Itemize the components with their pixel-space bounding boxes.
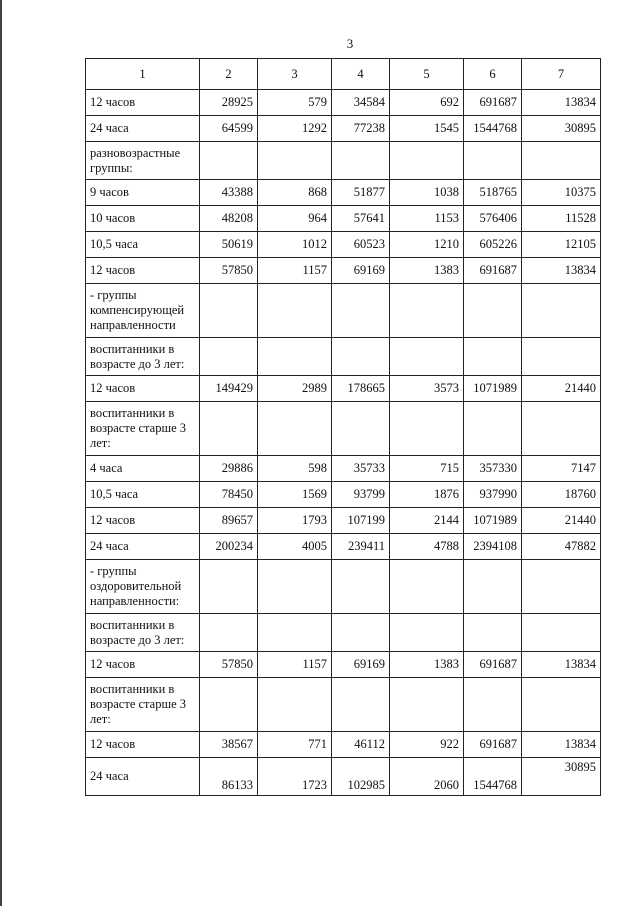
table-cell: 1544768 [464,116,522,142]
table-cell: 357330 [464,456,522,482]
row-label: 12 часов [86,652,200,678]
table-cell [200,678,258,732]
table-cell: 771 [258,732,332,758]
table-cell [522,338,601,376]
column-header: 7 [522,59,601,90]
table-cell: 34584 [332,90,390,116]
table-cell: 69169 [332,652,390,678]
table-cell: 576406 [464,206,522,232]
table-cell [522,560,601,614]
table-cell: 13834 [522,732,601,758]
table-cell [258,402,332,456]
table-cell [464,560,522,614]
table-cell: 1876 [390,482,464,508]
table-row [86,614,601,652]
table-cell [390,678,464,732]
page-number: 3 [346,36,354,51]
table-cell: 57850 [200,258,258,284]
table-cell [522,614,601,652]
table-cell: 48208 [200,206,258,232]
column-header: 6 [464,59,522,90]
column-header: 5 [390,59,464,90]
table-cell [332,142,390,180]
table-row [86,116,601,142]
row-label: воспитанники в возрасте старше 3 лет: [86,678,200,732]
table-row [86,258,601,284]
table-cell: 30895 [522,116,601,142]
table-cell: 178665 [332,376,390,402]
table-cell: 30895 [522,758,601,796]
row-label: 24 часа [86,758,200,796]
table-cell: 13834 [522,258,601,284]
table-row [86,402,601,456]
table-cell: 51877 [332,180,390,206]
row-label: 12 часов [86,376,200,402]
table-cell: 57850 [200,652,258,678]
row-label: воспитанники в возрасте до 3 лет: [86,614,200,652]
header-row [86,59,601,90]
table-row [86,206,601,232]
table-cell [522,284,601,338]
row-label: 12 часов [86,258,200,284]
table-cell [332,614,390,652]
table-cell: 89657 [200,508,258,534]
row-label: - группы компенсирующей направленности [86,284,200,338]
table-row [86,180,601,206]
table-cell: 2989 [258,376,332,402]
table-cell: 691687 [464,258,522,284]
table-cell: 3573 [390,376,464,402]
row-label: 24 часа [86,534,200,560]
table-cell [200,338,258,376]
table-cell: 86133 [200,758,258,796]
table-cell: 13834 [522,90,601,116]
table-cell: 57641 [332,206,390,232]
table-cell [464,338,522,376]
table-cell: 692 [390,90,464,116]
table-cell: 1569 [258,482,332,508]
table-cell [258,338,332,376]
table-cell: 102985 [332,758,390,796]
table-row [86,376,601,402]
table-cell [464,678,522,732]
table-cell: 1071989 [464,376,522,402]
table-cell: 937990 [464,482,522,508]
table-cell [200,560,258,614]
table-cell [332,402,390,456]
row-label: 12 часов [86,90,200,116]
table-cell: 518765 [464,180,522,206]
table-row [86,508,601,534]
table-cell: 200234 [200,534,258,560]
table-cell [200,402,258,456]
table-cell [258,284,332,338]
table-cell [258,560,332,614]
table-cell [522,402,601,456]
table-cell: 239411 [332,534,390,560]
table-cell [390,284,464,338]
table-cell [332,284,390,338]
table-cell: 1157 [258,652,332,678]
table-cell: 964 [258,206,332,232]
table-cell: 64599 [200,116,258,142]
table-cell: 29886 [200,456,258,482]
table-cell: 1153 [390,206,464,232]
data-table [85,58,601,796]
table-cell [200,142,258,180]
table-cell: 46112 [332,732,390,758]
table-cell: 1545 [390,116,464,142]
table-cell [464,402,522,456]
scan-edge [0,0,2,906]
table-cell: 715 [390,456,464,482]
table-cell: 43388 [200,180,258,206]
table-cell [332,678,390,732]
table-cell: 2060 [390,758,464,796]
table-cell: 2144 [390,508,464,534]
table-cell: 28925 [200,90,258,116]
table-row [86,142,601,180]
table-cell: 4005 [258,534,332,560]
table-cell: 21440 [522,376,601,402]
table-cell: 1071989 [464,508,522,534]
table-cell [522,678,601,732]
table-cell: 691687 [464,732,522,758]
table-cell [464,614,522,652]
table-cell [258,614,332,652]
table-cell: 605226 [464,232,522,258]
table-cell [332,560,390,614]
table-cell: 1544768 [464,758,522,796]
table-cell: 38567 [200,732,258,758]
table-cell: 12105 [522,232,601,258]
table-row [86,232,601,258]
table-row [86,732,601,758]
table-row [86,482,601,508]
column-header: 3 [258,59,332,90]
table-cell: 21440 [522,508,601,534]
table-cell: 1383 [390,258,464,284]
row-label: 12 часов [86,732,200,758]
table-cell: 1383 [390,652,464,678]
row-label: 24 часа [86,116,200,142]
table-row [86,758,601,796]
table-row [86,284,601,338]
table-row [86,560,601,614]
table-row [86,678,601,732]
table-cell: 1723 [258,758,332,796]
row-label: 10,5 часа [86,232,200,258]
table-cell [464,284,522,338]
table-cell: 47882 [522,534,601,560]
table-row [86,90,601,116]
table-cell [258,678,332,732]
table-cell: 69169 [332,258,390,284]
table-cell: 10375 [522,180,601,206]
table-cell: 93799 [332,482,390,508]
table-cell: 868 [258,180,332,206]
table-cell: 7147 [522,456,601,482]
row-label: 9 часов [86,180,200,206]
table-cell: 11528 [522,206,601,232]
row-label: 4 часа [86,456,200,482]
column-header: 2 [200,59,258,90]
table-cell [464,142,522,180]
table-cell: 77238 [332,116,390,142]
table-cell [390,614,464,652]
table-cell: 1210 [390,232,464,258]
table-cell: 579 [258,90,332,116]
row-label: воспитанники в возрасте до 3 лет: [86,338,200,376]
table-cell: 922 [390,732,464,758]
table-cell: 691687 [464,652,522,678]
table-cell [522,142,601,180]
table-cell: 13834 [522,652,601,678]
table-cell [200,614,258,652]
table-cell: 691687 [464,90,522,116]
row-label: воспитанники в возрасте старше 3 лет: [86,402,200,456]
table-cell [258,142,332,180]
table-cell: 50619 [200,232,258,258]
table-cell: 1157 [258,258,332,284]
table-cell [332,338,390,376]
table-cell [200,284,258,338]
table-cell: 1038 [390,180,464,206]
table-row [86,338,601,376]
table-cell: 1793 [258,508,332,534]
table-row [86,534,601,560]
table-cell: 2394108 [464,534,522,560]
table-cell [390,142,464,180]
table-cell: 1292 [258,116,332,142]
row-label: 10 часов [86,206,200,232]
row-label: - группы оздоровительной направленности: [86,560,200,614]
row-label: 12 часов [86,508,200,534]
table-cell [390,338,464,376]
table-row [86,652,601,678]
table-cell: 60523 [332,232,390,258]
row-label: 10,5 часа [86,482,200,508]
row-label: разновозрастные группы: [86,142,200,180]
table-row [86,456,601,482]
table-cell: 78450 [200,482,258,508]
column-header: 4 [332,59,390,90]
table-cell: 18760 [522,482,601,508]
table-cell [390,560,464,614]
table-cell: 35733 [332,456,390,482]
column-header: 1 [86,59,200,90]
table-cell [390,402,464,456]
table-cell: 107199 [332,508,390,534]
table-cell: 4788 [390,534,464,560]
table-cell: 1012 [258,232,332,258]
table-cell: 149429 [200,376,258,402]
table-cell: 598 [258,456,332,482]
